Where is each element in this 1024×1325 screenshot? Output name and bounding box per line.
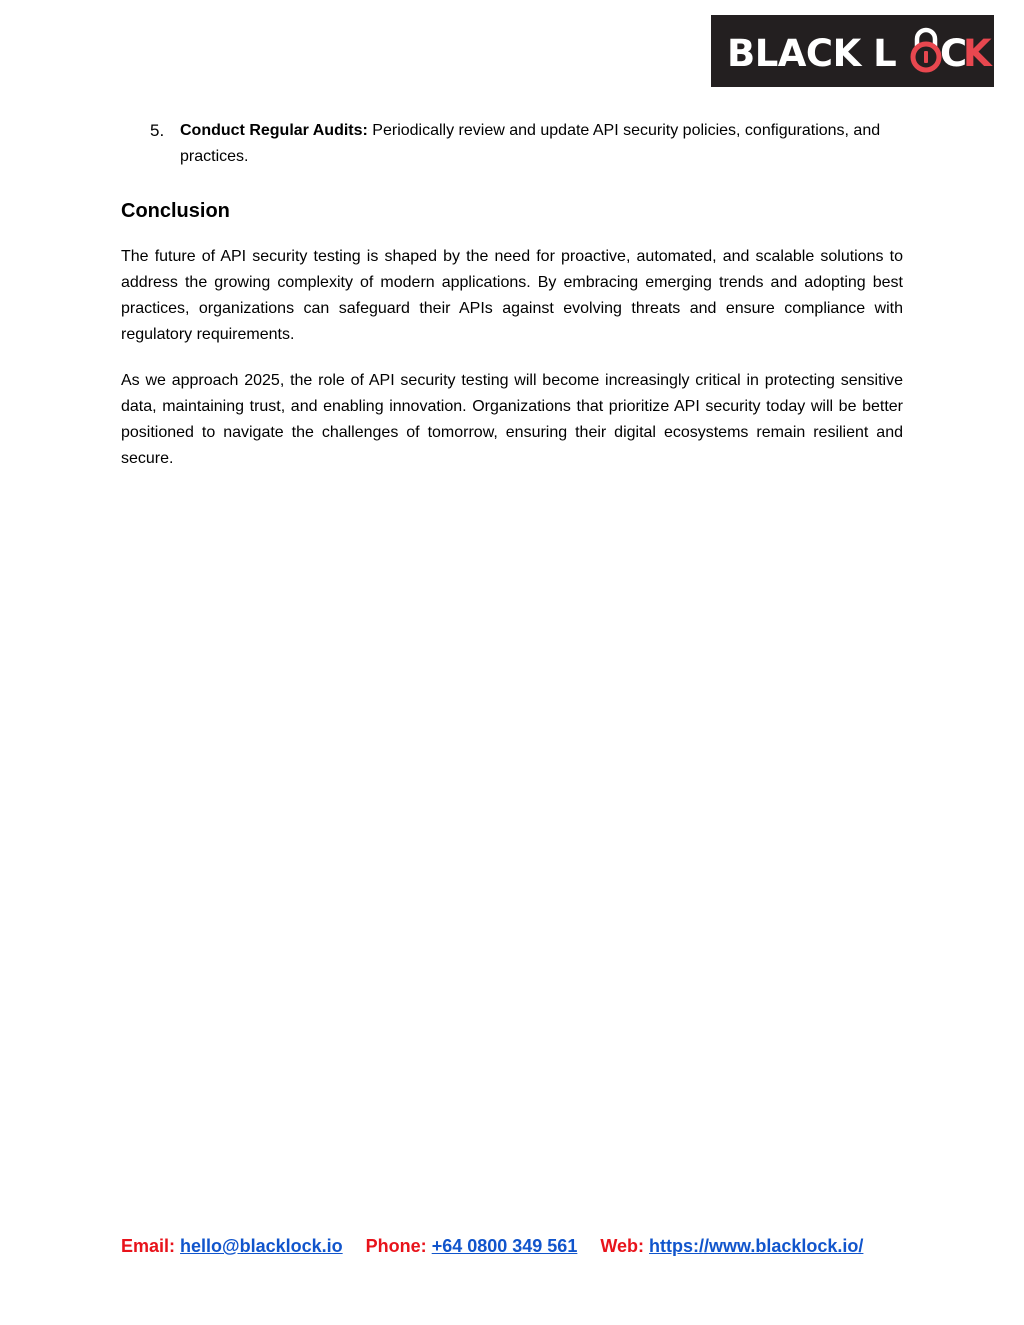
svg-text:K: K [963, 32, 992, 75]
svg-text:BLACK L: BLACK L [727, 32, 897, 75]
web-label: Web: [600, 1236, 645, 1256]
email-link[interactable]: hello@blacklock.io [180, 1236, 343, 1256]
web-link[interactable]: https://www.blacklock.io/ [649, 1236, 864, 1256]
email-label: Email: [121, 1236, 176, 1256]
list-item-title: Conduct Regular Audits: [180, 122, 368, 139]
list-number: 5. [150, 121, 165, 140]
list-item-description: Periodically review and update API security policies, configurations, and practices. [180, 122, 881, 165]
phone-link[interactable]: +64 0800 349 561 [431, 1236, 578, 1256]
conclusion-paragraph-1: The future of API security testing is shaped by the need for proactive, automated, and scalable solutions to address the growing complexity of modern applications. By embracing emerging trends and adopting best practices, organizations can safeguard their APIs against evolving threats and ensure compliance with regulatory requirements. [121, 248, 903, 343]
conclusion-paragraph-2: As we approach 2025, the role of API security testing will become increasingly critical in protecting sensitive data, maintaining trust, and enabling innovation. Organizations that prioritize API security today will be better positioned to navigate the challenges of tomorrow, ensuring their digital ecosystems remain resilient and secure. [121, 372, 903, 467]
blacklock-logo [711, 15, 994, 87]
contact-footer [121, 1236, 863, 1257]
list-item-text [180, 118, 903, 170]
padlock-icon [913, 30, 939, 70]
svg-text:C: C [940, 32, 968, 75]
document-body [121, 118, 903, 472]
list-item [150, 118, 903, 170]
conclusion-heading: Conclusion [121, 200, 230, 222]
phone-label: Phone: [365, 1236, 427, 1256]
logo-graphic [711, 15, 994, 87]
